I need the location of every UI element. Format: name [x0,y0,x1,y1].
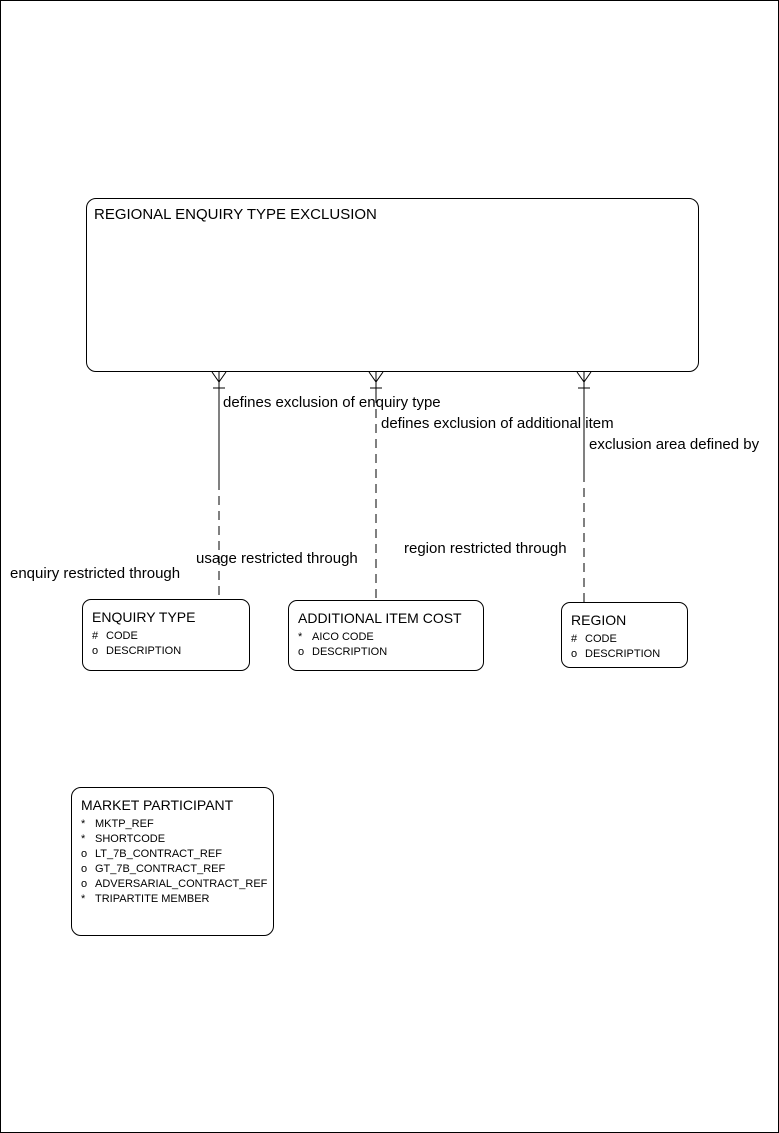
attribute-row [81,847,273,862]
entity-title: ADDITIONAL ITEM COST [298,610,462,626]
attribute-prefix: o [81,878,88,890]
attribute-prefix: * [298,631,303,643]
attribute-name: MKTP_REF [95,818,154,830]
attribute-name: GT_7B_CONTRACT_REF [95,863,226,875]
attribute-name: DESCRIPTION [585,648,661,660]
attribute-row [81,832,273,847]
relationship-label-parent-2: defines exclusion of additional item [381,415,614,432]
attribute-row [571,632,687,647]
entity-region[interactable] [561,602,688,668]
attribute-prefix: o [298,646,305,658]
attribute-row [81,862,273,877]
attribute-prefix: o [571,648,578,660]
relationship-label-child-3: region restricted through [404,540,567,557]
attribute-name: SHORTCODE [95,833,166,845]
entity-regional-enquiry-type-exclusion[interactable] [86,198,699,372]
entity-title: REGION [571,612,627,628]
attribute-name: DESCRIPTION [106,645,182,657]
attribute-prefix: o [81,848,88,860]
attribute-prefix: o [92,645,99,657]
relationship-label-child-1: enquiry restricted through [10,565,181,582]
attribute-prefix: * [81,893,86,905]
attribute-name: CODE [106,630,138,642]
attribute-name: ADVERSARIAL_CONTRACT_REF [95,878,268,890]
entity-market-participant[interactable] [71,787,274,936]
attribute-prefix: * [81,818,86,830]
attribute-row [92,644,249,659]
attribute-prefix: o [81,863,88,875]
attribute-row [81,892,273,907]
attribute-name: DESCRIPTION [312,646,388,658]
relationship-label-parent-3: exclusion area defined by [589,436,760,453]
attribute-name: LT_7B_CONTRACT_REF [95,848,222,860]
attribute-row [298,630,483,645]
entity-title: ENQUIRY TYPE [92,609,196,625]
attribute-row [81,817,273,832]
attribute-name: AICO CODE [312,631,374,643]
entity-enquiry-type[interactable] [82,599,250,671]
attribute-name: CODE [585,633,617,645]
entity-title: REGIONAL ENQUIRY TYPE EXCLUSION [94,206,377,223]
relationship-line-region[interactable] [577,372,591,602]
attribute-name: TRIPARTITE MEMBER [95,893,210,905]
attribute-row [81,877,273,892]
attribute-row [298,645,483,660]
attribute-prefix: * [81,833,86,845]
relationship-label-parent-1: defines exclusion of enquiry type [223,394,441,411]
attribute-prefix: # [571,633,578,645]
entity-title: MARKET PARTICIPANT [81,797,234,813]
entity-additional-item-cost[interactable] [288,600,484,671]
relationship-label-child-2: usage restricted through [196,550,358,567]
attribute-prefix: # [92,630,99,642]
attribute-row [92,629,249,644]
attribute-row [571,647,687,662]
